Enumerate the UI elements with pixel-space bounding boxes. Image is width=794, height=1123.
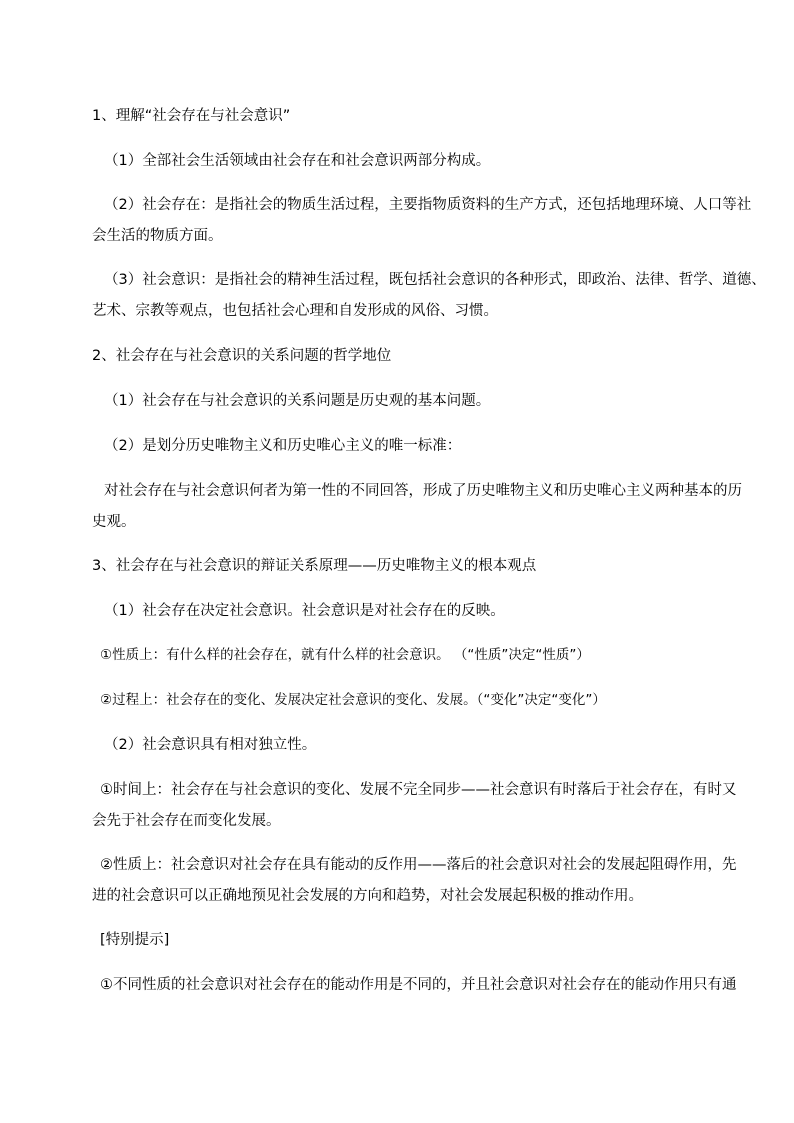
paragraph-3-2-b [92,850,740,912]
text-line: 艺术、宗教等观点，也包括社会心理和自发形成的风俗、习惯。 [92,303,498,319]
text-line: 会先于社会存在而变化发展。 [92,813,281,829]
text-line: ①性质上：有什么样的社会存在，就有什么样的社会意识。 （“性质”决定“性质”） [100,647,590,663]
text-line: 2、社会存在与社会意识的关系问题的哲学地位 [92,348,392,364]
text-line: （1）全部社会生活领域由社会存在和社会意识两部分构成。 [104,153,491,169]
text-line: ①时间上：社会存在与社会意识的变化、发展不完全同步——社会意识有时落后于社会存在，有时又 [100,782,737,798]
paragraph-3-2-a [92,775,740,837]
paragraph-3-1 [104,596,744,627]
text-line: 进的社会意识可以正确地预见社会发展的方向和趋势，对社会发展起积极的推动作用。 [92,888,643,904]
text-line: 史观。 [92,514,136,530]
paragraph-1-2 [92,190,752,252]
text-line: （2）社会意识具有相对独立性。 [104,737,317,753]
paragraph-3-2 [104,730,744,761]
special-tip-heading [100,925,740,956]
heading-3 [92,551,732,582]
text-line: [特别提示] [100,932,170,948]
heading-2 [92,341,732,372]
text-line: ①不同性质的社会意识对社会存在的能动作用是不同的，并且社会意识对社会存在的能动作用只有通 [100,977,737,993]
text-line: ②过程上：社会存在的变化、发展决定社会意识的变化、发展。（“变化”决定“变化”） [100,692,606,708]
paragraph-3-1-a [100,640,740,671]
text-line: 1、理解“社会存在与社会意识” [92,108,291,124]
text-line: 3、社会存在与社会意识的辩证关系原理——历史唯物主义的根本观点 [92,558,537,574]
paragraph-2-1 [104,386,744,417]
text-line: （1）社会存在与社会意识的关系问题是历史观的基本问题。 [104,393,491,409]
text-line: 对社会存在与社会意识何者为第一性的不同回答，形成了历史唯物主义和历史唯心主义两种基本的历 [104,483,742,499]
text-line: 会生活的物质方面。 [92,228,223,244]
text-line: （1）社会存在决定社会意识。社会意识是对社会存在的反映。 [104,603,505,619]
text-line: （2）社会存在：是指社会的物质生活过程，主要指物质资料的生产方式，还包括地理环境、人口等社 [104,197,752,213]
text-line: （2）是划分历史唯物主义和历史唯心主义的唯一标准： [104,438,462,454]
heading-1 [92,101,732,132]
text-line: （3）社会意识：是指社会的精神生活过程，既包括社会意识的各种形式，即政治、法律、哲学、道德、 [104,272,766,288]
special-tip-paragraph [100,970,740,1001]
paragraph-1-1 [104,146,744,177]
paragraph-2-2-detail [92,476,744,538]
paragraph-1-3 [92,265,766,327]
paragraph-3-1-b [100,685,740,716]
paragraph-2-2 [104,431,744,462]
text-line: ②性质上：社会意识对社会存在具有能动的反作用——落后的社会意识对社会的发展起阻碍作用，先 [100,857,737,873]
